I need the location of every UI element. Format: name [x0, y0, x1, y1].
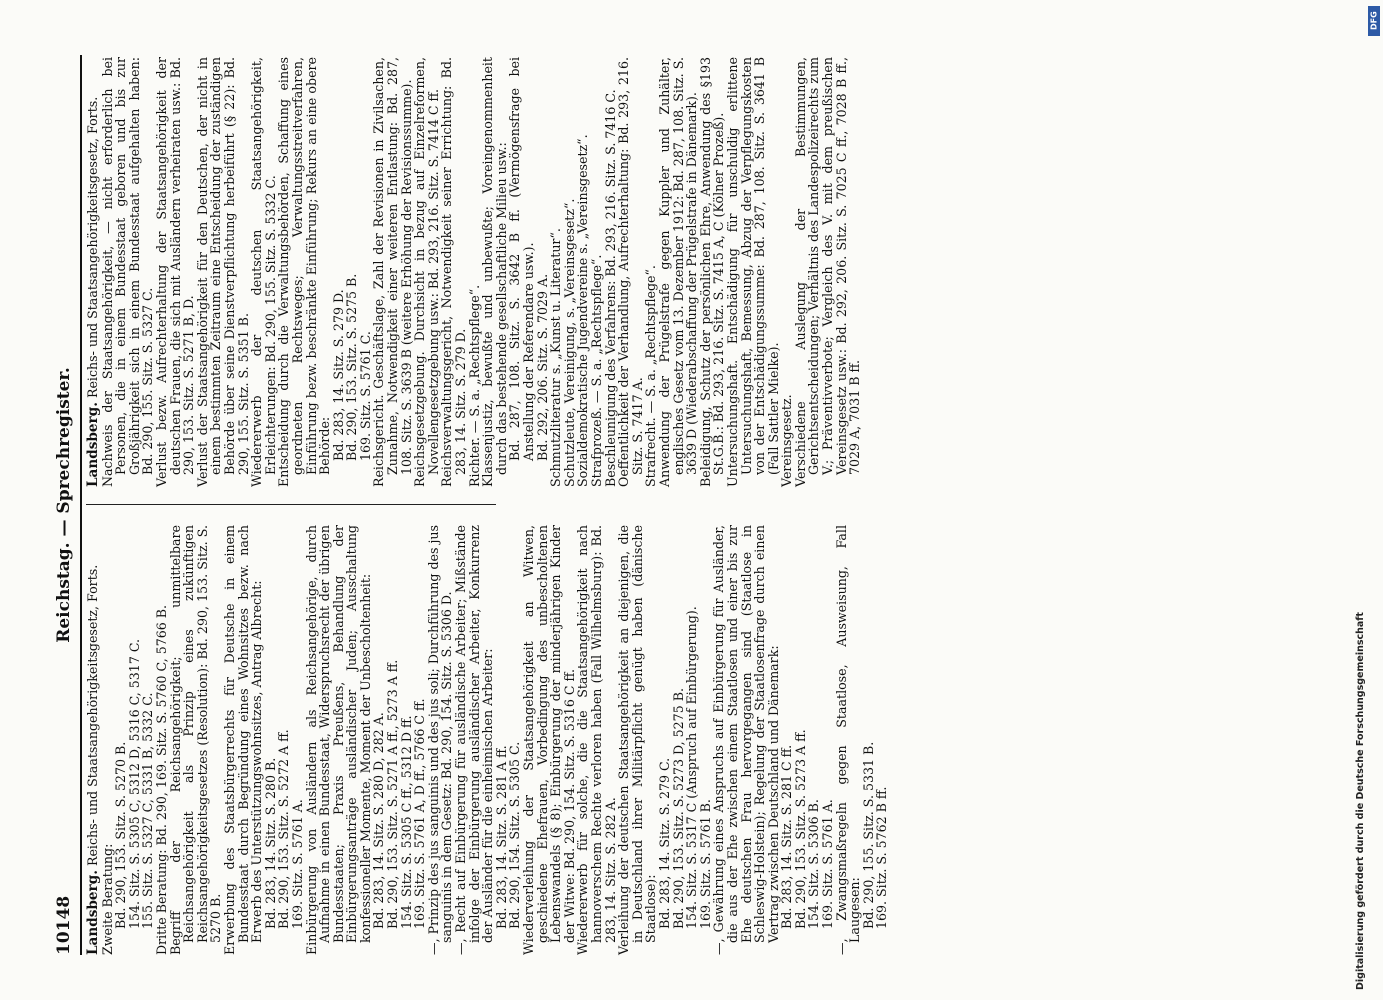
- index-entry: [862, 525, 876, 955]
- index-entry: [699, 525, 713, 955]
- index-entry: [86, 525, 101, 955]
- entry-text: Bd. 283, 14. Sitz. S. 280 B.: [262, 757, 278, 929]
- entry-text: Bd. 290, 153. Sitz. S. 5271 A ff., 5273 A ff.: [385, 659, 401, 929]
- index-entry: [604, 57, 618, 487]
- entry-text: Zweite Beratung:: [99, 843, 115, 955]
- index-entry: [780, 525, 794, 955]
- entry-text: Bd. 290, 153. Sitz. S. 5273 A ff.: [792, 729, 808, 929]
- index-entry: [277, 57, 331, 487]
- index-entry: [141, 525, 155, 955]
- index-entry: [835, 525, 862, 955]
- entry-text: Verlust der Staatsangehörigkeit für den Deutschen, der nicht in einem bestimmten Zeitraum eine Entscheidung der zuständigen Behörde über seine Dienstverpflichtung herbeiführt (§ 22): Bd. 290, 155. Sitz. S. 5351 B.: [194, 57, 251, 487]
- entry-text: Bd. 283, 14. Sitz. S. 281 C ff.: [779, 744, 795, 929]
- page-number: 10148: [54, 895, 74, 955]
- entry-text: 154. Sitz. S. 5305 C ff., 5312 D ff.: [398, 715, 414, 929]
- entry-text: Bd. 283, 14. Sitz. S. 281 A ff.: [493, 745, 509, 929]
- entry-text: Anwendung der Prügelstrafe gegen Kuppler und Zuhälter, englisches Gesetz vom 13. Dezember 1912: Bd. 287, 108. Sitz. S. 3639 D (Wiederabschaffung der Prügelstrafe in Dänemark).: [656, 57, 700, 487]
- entry-text: Vereinsgesetz.: [779, 394, 795, 487]
- entry-text: Einbürgerung von Ausländern als Reichsangehörige, durch Aufnahme in einen Bundesstaat, Widerspruchsrecht der übrigen Bundesstaaten; Praxis Preußens, Behandlung der Einbürgerungsanträge ausländischer Juden; Ausschaltung konfessioneller Momente, Moment der Unbescholtenheit:: [303, 525, 373, 955]
- index-entry: [644, 57, 658, 487]
- entry-text: Verschiedene Auslegung der Bestimmungen, Gerichtsentscheidungen; Verhältnis des Landespolizeirechts zum V.; Präventivverbote; Vergleich des V. mit dem preußischen Vereinsgesetz usw.: Bd. 292, 206. Sitz. S. 7025 C ff., 7028 B ff., 7029 A, 7031 B ff.: [792, 57, 863, 487]
- index-entry: [291, 525, 305, 955]
- index-entry: [332, 57, 346, 487]
- right-column: [86, 57, 862, 487]
- entry-text: Verleihung der deutschen Staatsangehörigkeit an diejenigen, die in Deutschland ihrer Militärpflicht genügt haben (dänische Staatlose):: [616, 525, 659, 955]
- index-entry: [807, 525, 821, 955]
- entry-text: Bd. 283, 14. Sitz. S. 280 D, 282 A.: [371, 712, 387, 929]
- page-header: [52, 55, 82, 955]
- index-entry: [617, 525, 658, 955]
- entry-text: —, Prinzip des jus sanguinis und des jus soli; Durchführung des jus sanguinis in dem Gesetz: Bd. 290, 154. Sitz. S. 5306 D.: [425, 525, 455, 955]
- index-entry: [223, 525, 264, 955]
- entry-text: Bd. 283, 14. Sitz. S. 279 D.: [330, 289, 346, 461]
- index-entry: [359, 57, 373, 487]
- entry-text: Bd. 290, 153. Sitz. S. 5273 D, 5275 B.: [670, 688, 686, 929]
- entry-text: Bd. 292, 206. Sitz. S. 7029 A.: [534, 273, 550, 461]
- entry-text: Wiederverleihung der Staatsangehörigkeit an Witwen, geschiedene Ehefrauen, Vorbedingung des unbescholtenen Lebenswandels (§ 8); Einbürgerung der minderjährigen Kinder der Witwe: Bd. 290, 154. Sitz. S. 5316 C ff.: [521, 525, 577, 955]
- entry-text: Beschleunigung des Verfahrens: Bd. 293, 216. Sitz. S. 7416 C.: [602, 89, 618, 487]
- index-entry: [780, 57, 794, 487]
- entry-text: Reichs- und Staatsangehörigkeitsgesetz, Forts.: [85, 564, 100, 867]
- entry-text: 169. Sitz. S. 5761 A.: [820, 799, 836, 929]
- index-entry: [264, 525, 278, 955]
- index-entry: [875, 525, 889, 955]
- index-entry: [277, 525, 291, 955]
- index-entry: [563, 57, 577, 487]
- index-entry: [672, 525, 686, 955]
- index-entry: [468, 57, 482, 487]
- entry-text: Bd. 283, 14. Sitz. S. 279 C.: [656, 757, 672, 929]
- entry-text: Bd. 290, 153. Sitz. S. 5272 A ff.: [276, 729, 292, 929]
- entry-text: Wiedererwerb der deutschen Staatsangehörigkeit, Erleichterungen: Bd. 290, 155. Sitz. S. 5332 C.: [249, 57, 278, 487]
- index-entry: [101, 57, 155, 487]
- index-entry: [794, 57, 862, 487]
- header-rule: [80, 55, 82, 955]
- entry-text: Bd. 290, 153. Sitz. S. 5275 B.: [344, 273, 360, 461]
- entry-text: Reichs- und Staatsangehörigkeitsgesetz, Forts.: [85, 96, 100, 399]
- entry-text: Reichsverwaltungsgericht, Notwendigkeit seiner Errichtung: Bd. 283, 14. Sitz. S. 279 D.: [439, 57, 469, 487]
- entry-text: Bd. 287, 108. Sitz. S. 3642 B ff. (Vermögensfrage bei Anstellung der Referendare usw.).: [507, 57, 536, 461]
- index-entry: [712, 525, 780, 955]
- index-entry: [155, 57, 196, 487]
- entry-text: Reichsgericht. Geschäftslage, Zahl der Revisionen in Zivilsachen, Zunahme, Notwendigkeit einer weiteren Entlastung: Bd. 287, 108. Sitz. S. 3639 B (weitere Erhöhung der Revisionssumme).: [371, 57, 414, 487]
- entry-text: —, Gewährung eines Anspruchs auf Einbürgerung für Ausländer, die aus der Ehe zwischen einem Staatlosen und einer bis zur Ehe deutschen Frau hervorgegangen sind (Staatlose in Schleswig-Holstein); Regelung der Staatlosenfrage durch einen Vertrag zwischen Deutschland und Dänemark:: [711, 525, 781, 955]
- index-entry: [454, 525, 495, 955]
- index-entry: [155, 525, 169, 955]
- index-entry: [549, 57, 563, 487]
- index-entry: [427, 525, 454, 955]
- index-entry: [114, 525, 128, 955]
- index-entry: [386, 525, 400, 955]
- entry-text: Verlust bezw. Aufrechterhaltung der Staatsangehörigkeit der deutschen Frauen, die sich mit Ausländern verheiraten usw.: Bd. 290, 153. Sitz. S. 5271 B, D.: [153, 57, 197, 487]
- entry-text: Richter. — S. a. „Rechtspflege“.: [466, 284, 482, 487]
- entry-text: Bd. 290, 154. Sitz. S. 5305 C.: [507, 741, 523, 929]
- column-divider: [86, 504, 496, 505]
- index-entry: [413, 525, 427, 955]
- index-entry: [685, 525, 699, 955]
- index-entry: [128, 525, 142, 955]
- entry-text: 155. Sitz. S. 5327 C, 5331 B, 5332 C.: [140, 692, 156, 929]
- entry-text: Nachweis der Staatsangehörigkeit, — nicht erforderlich bei Personen, die in einem Bundesstaat geboren und bis zur Großjährigkeit sich in einem Bundesstaat aufgehalten haben: Bd. 290, 155. Sitz. S. 5327 C.: [99, 57, 156, 487]
- index-entry: [101, 525, 115, 955]
- entry-text: Reichsgesetzgebung. Durchsicht in bezug auf Einzelreformen, Novellengesetzgebung usw.: Bd. 293, 216. Sitz. S. 7414 C ff.: [412, 57, 441, 487]
- index-entry: [86, 57, 101, 487]
- entry-lead: Landsberg.: [85, 870, 101, 955]
- index-entry: [726, 57, 780, 487]
- index-entry: [345, 57, 359, 487]
- index-entry: [196, 57, 250, 487]
- imprint: Digitalisierung gefördert durch die Deutsche Forschungsgemeinschaft: [1355, 612, 1366, 990]
- entry-text: Wiedererwerb für solche, die die Staatsangehörigkeit nach hannoverschem Rechte verloren haben (Fall Wilhelmsburg): Bd. 283, 14. Sitz. S. 282 A.: [575, 525, 618, 955]
- index-entry: [372, 525, 386, 955]
- entry-text: Bd. 290, 153. Sitz. S. 5270 B.: [113, 741, 129, 929]
- index-entry: [536, 57, 550, 487]
- entry-text: Strafprozeß. — S. a. „Rechtspflege“.: [588, 254, 604, 487]
- index-entry: [400, 525, 414, 955]
- entry-text: Entscheidung durch die Verwaltungsbehörden, Schaffung eines geordneten Rechtsweges; Verwaltungsstreitverfahren, Einführung bezw. beschränkte Einführung; Rekurs an eine obere Behörde:: [276, 57, 333, 487]
- entry-text: 154. Sitz. S. 5317 C (Anspruch auf Einbürgerung).: [684, 606, 700, 929]
- index-entry: [658, 525, 672, 955]
- entry-text: Schutzleute, Vereinigung, s. „Vereinsgesetz“.: [561, 198, 577, 487]
- entry-text: Strafrecht. — S. a. „Rechtspflege“.: [643, 265, 659, 487]
- entry-text: Beleidigung, Schutz der persönlichen Ehre, Anwendung des §193 St.G.B.: Bd. 293, 216. Sitz. S. 7415 A, C (Kölner Prozeß).: [697, 57, 727, 487]
- entry-text: 169. Sitz. S. 5761 A, D ff., 5766 C ff.: [412, 698, 428, 929]
- entry-text: 169. Sitz. S. 5761 B.: [697, 799, 713, 929]
- entry-text: 154. Sitz. S. 5305 C, 5312 D, 5316 C, 5317 C.: [126, 638, 142, 929]
- running-head: Reichstag. — Sprechregister.: [54, 367, 74, 643]
- index-entry: [440, 57, 467, 487]
- left-column: [86, 525, 889, 955]
- index-entry: [495, 525, 509, 955]
- index-entry: [372, 57, 413, 487]
- index-entry: [481, 57, 508, 487]
- entry-text: —, Zwangsmaßregeln gegen Staatlose, Ausweisung, Fall Laugesen:: [833, 525, 863, 955]
- entry-text: Oeffentlichkeit der Verhandlung, Aufrechterhaltung: Bd. 293, 216. Sitz. S. 7417 A.: [616, 57, 645, 487]
- index-entry: [508, 57, 535, 487]
- entry-text: Begriff der Reichsangehörigkeit; unmittelbare Reichsangehörigkeit als Prinzip eines zukünftigen Reichsangehörigkeitsgesetzes (Resolution): Bd. 290, 153. Sitz. S. 5270 B.: [167, 525, 224, 955]
- entry-text: Sozialdemokratische Jugendvereine s. „Vereinsgesetz“.: [575, 134, 591, 487]
- index-entry: [522, 525, 576, 955]
- index-entry: [617, 57, 644, 487]
- entry-text: —, Recht auf Einbürgerung für ausländische Arbeiter; Mißstände infolge der Einbürgerung ausländischer Arbeiter, Konkurrenz der Ausländer für die einheimischen Arbeiter:: [453, 525, 496, 955]
- entry-text: Klassenjustiz, bewußte und unbewußte; Voreingenommenheit durch das bestehende gesellschaftliche Milieu usw.:: [480, 57, 509, 487]
- index-entry: [576, 57, 590, 487]
- index-entry: [821, 525, 835, 955]
- index-entry: [794, 525, 808, 955]
- entry-text: 169. Sitz. S. 5761 A.: [289, 799, 305, 929]
- entry-text: Bd. 290, 155. Sitz. S. 5331 B.: [860, 741, 876, 929]
- index-entry: [250, 57, 277, 487]
- entry-text: 154. Sitz. S. 5306 B.: [806, 799, 822, 929]
- entry-text: 169. Sitz. S. 5762 B ff.: [874, 786, 890, 929]
- index-entry: [508, 525, 522, 955]
- index-entry: [169, 525, 223, 955]
- dfg-logo: DFG: [1368, 6, 1380, 36]
- entry-text: Schmutzliteratur s. „Kunst u. Literatur“.: [548, 228, 564, 487]
- entry-lead: Landsberg.: [85, 402, 101, 487]
- index-entry: [699, 57, 726, 487]
- index-entry: [305, 525, 373, 955]
- entry-text: Erwerbung des Staatsbürgerrechts für Deutsche in einem Bundesstaat durch Begründung eines Wohnsitzes bezw. nach Erwerb des Unterstützungswohnsitzes, Antrag Albrecht:: [221, 525, 265, 955]
- entry-text: Untersuchungshaft. Entschädigung für unschuldig erlittene Untersuchungshaft, Bemessung, Abzug der Verpflegungskosten von der Entschädigungssumme: Bd. 287, 108. Sitz. S. 3641 B (Fall Sattler Mielke).: [724, 57, 781, 487]
- index-entry: [413, 57, 440, 487]
- index-entry: [590, 57, 604, 487]
- entry-text: Dritte Beratung: Bd. 290, 169. Sitz. S. 5760 C, 5766 B.: [153, 604, 169, 955]
- index-entry: [576, 525, 617, 955]
- entry-text: 169. Sitz. S. 5761 C.: [357, 331, 373, 461]
- index-entry: [658, 57, 699, 487]
